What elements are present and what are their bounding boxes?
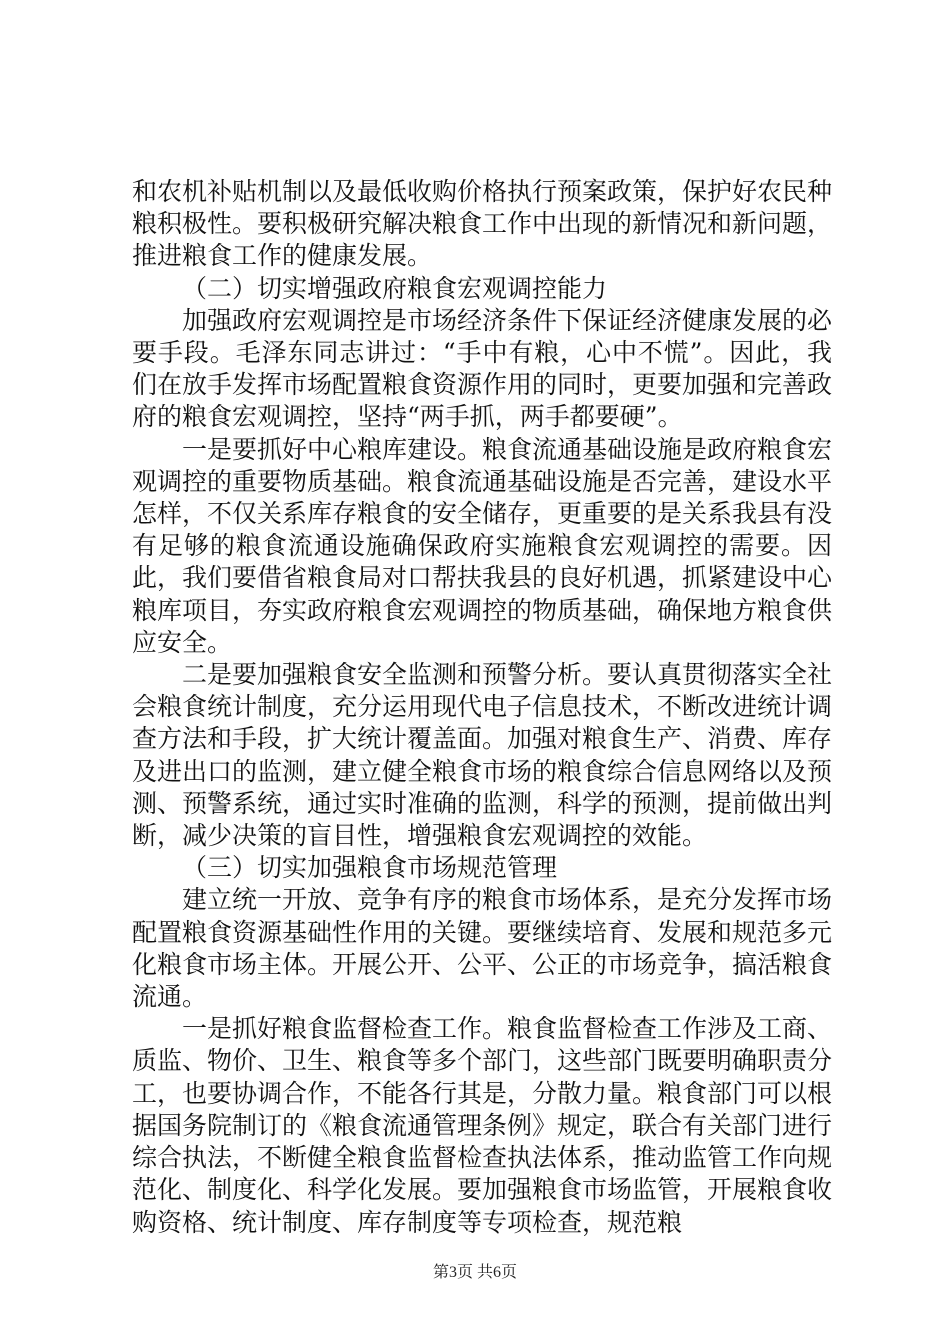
section-heading-3: （三）切实加强粮食市场规范管理 (182, 853, 558, 883)
paragraph-body: 二是要加强粮食安全监测和预警分析。要认真贯彻落实全社会粮食统计制度，充分运用现代电子信息技术，不断改进统计调查方法和手段，扩大统计覆盖面。加强对粮食生产、消费、库存及进出口的监测，建立健全粮食市场的粮食综合信息网络以及预测、预警系统，通过实时准确的监测，科学的预测，提前做出判断，减少决策的盲目性，增强粮食宏观调控的效能。 (132, 660, 833, 851)
page-number: 第3页 共6页 (432, 1264, 517, 1281)
paragraph-body: 建立统一开放、竞争有序的粮食市场体系，是充分发挥市场配置粮食资源基础性作用的关键。要继续培育、发展和规范多元化粮食市场主体。开展公开、公平、公正的市场竞争，搞活粮食流通。 (132, 885, 833, 1012)
section-heading-2: （二）切实增强政府粮食宏观调控能力 (182, 273, 608, 303)
page-footer (0, 1259, 950, 1282)
paragraph-body: 一是抓好粮食监督检查工作。粮食监督检查工作涉及工商、质监、物价、卫生、粮食等多个部门，这些部门既要明确职责分工，也要协调合作，不能各行其是，分散力量。粮食部门可以根据国务院制订的《粮食流通管理条例》规定，联合有关部门进行综合执法，不断健全粮食监督检查执法体系，推动监管工作向规范化、制度化、科学化发展。要加强粮食市场监管，开展粮食收购资格、统计制度、库存制度等专项检查，规范粮 (132, 1014, 833, 1237)
paragraph-body: 一是要抓好中心粮库建设。粮食流通基础设施是政府粮食宏观调控的重要物质基础。粮食流通基础设施是否完善，建设水平怎样，不仅关系库存粮食的安全储存，更重要的是关系我县有没有足够的粮食流通设施确保政府实施粮食宏观调控的需要。因此，我们要借省粮食局对口帮扶我县的良好机遇，抓紧建设中心粮库项目，夯实政府粮食宏观调控的物质基础，确保地方粮食供应安全。 (132, 434, 833, 657)
paragraph-continuation: 和农机补贴机制以及最低收购价格执行预案政策，保护好农民种粮积极性。要积极研究解决粮食工作中出现的新情况和新问题，推进粮食工作的健康发展。 (132, 177, 833, 271)
document-body (132, 176, 832, 1239)
paragraph-body: 加强政府宏观调控是市场经济条件下保证经济健康发展的必要手段。毛泽东同志讲过：“手中有粮，心中不慌”。因此，我们在放手发挥市场配置粮食资源作用的同时，更要加强和完善政府的粮食宏观调控，坚持“两手抓，两手都要硬”。 (132, 305, 833, 432)
